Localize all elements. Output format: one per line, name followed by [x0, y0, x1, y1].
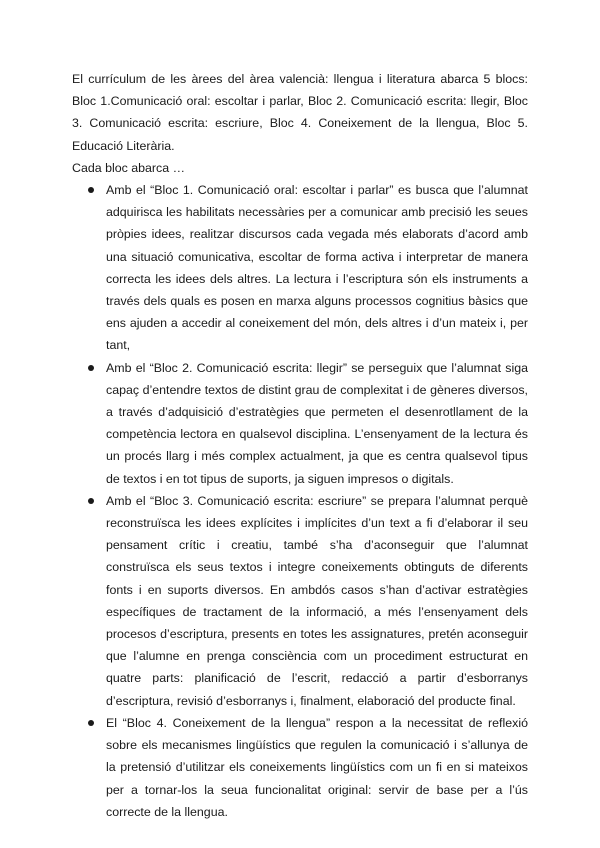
list-item-text: Amb el “Bloc 2. Comunicació escrita: llegir” se perseguix que l’alumnat siga capaç d’entendre textos de distint grau de complexitat i de gèneres diversos, a través d’adquisició d’estratègies que permeten el desenrotllament de la competència lectora en qualsevol disciplina. L’ensenyament de la lectura és un procés llarg i més complex actualment, ja que es centra qualsevol tipus de textos i en tot tipus de suports, ja siguen impresos o digitals.: [106, 360, 528, 486]
document-body: [72, 68, 528, 823]
bullet-list: [72, 179, 528, 823]
bullet-icon: [88, 187, 94, 193]
bullet-icon: [88, 720, 94, 726]
intro-paragraph: El currículum de les àrees del àrea valencià: llengua i literatura abarca 5 blocs: Bloc 1.Comunicació oral: escoltar i parlar, Bloc 2. Comunicació escrita: llegir, Bloc 3. Comunicació escrita: escriure, Bloc 4. Coneixement de la llengua, Bloc 5. Educació Literària.: [72, 72, 528, 153]
list-item-text: El “Bloc 4. Coneixement de la llengua” respon a la necessitat de reflexió sobre els mecanismes lingüístics que regulen la comunicació i s’allunya de la pretensió d’utilitzar els coneixements lingüístics com un fi en si mateixos per a tornar-los la seua funcionalitat original: servir de base per a l’ús correcte de la llengua.: [106, 715, 528, 819]
list-item: [72, 490, 528, 712]
list-item-text: Amb el “Bloc 1. Comunicació oral: escoltar i parlar” es busca que l’alumnat adquirisca les habilitats necessàries per a comunicar amb precisió les seues pròpies idees, realitzar discursos cada vegada més elaborats d’acord amb una situació comunicativa, escoltar de forma activa i interpretar de manera correcta les idees dels altres. La lectura i l’escriptura són els instruments a través dels quals es posen en marxa alguns processos cognitius bàsics que ens ajuden a accedir al coneixement del món, dels altres i d’un mateix i, per tant,: [106, 183, 528, 353]
list-item: [72, 357, 528, 490]
list-item-text: Amb el “Bloc 3. Comunicació escrita: escriure” se prepara l’alumnat perquè reconstruïsca les idees explícites i implícites d’un text a fi d’elaborar il seu pensament crític i creatiu, també s’ha d’aconseguir que l’alumnat construïsca els seus textos i integre coneixements obtinguts de diferents fonts i en suports diversos. En ambdós casos s’han d’activar estratègies específiques de tractament de la informació, a més l’ensenyament dels procesos d’escriptura, presents en totes les assignatures, pretén aconseguir que l’alumne en prenga consciència com un procediment estructurat en quatre parts: planificació de l’escrit, redacció a partir d’esborranys d’escriptura, revisió d’esborranys i, finalment, elaboració del producte final.: [106, 493, 528, 708]
bullet-icon: [88, 498, 94, 504]
lead-line: Cada bloc abarca …: [72, 160, 185, 175]
bullet-icon: [88, 365, 94, 371]
list-item: [72, 179, 528, 357]
list-item: [72, 712, 528, 823]
